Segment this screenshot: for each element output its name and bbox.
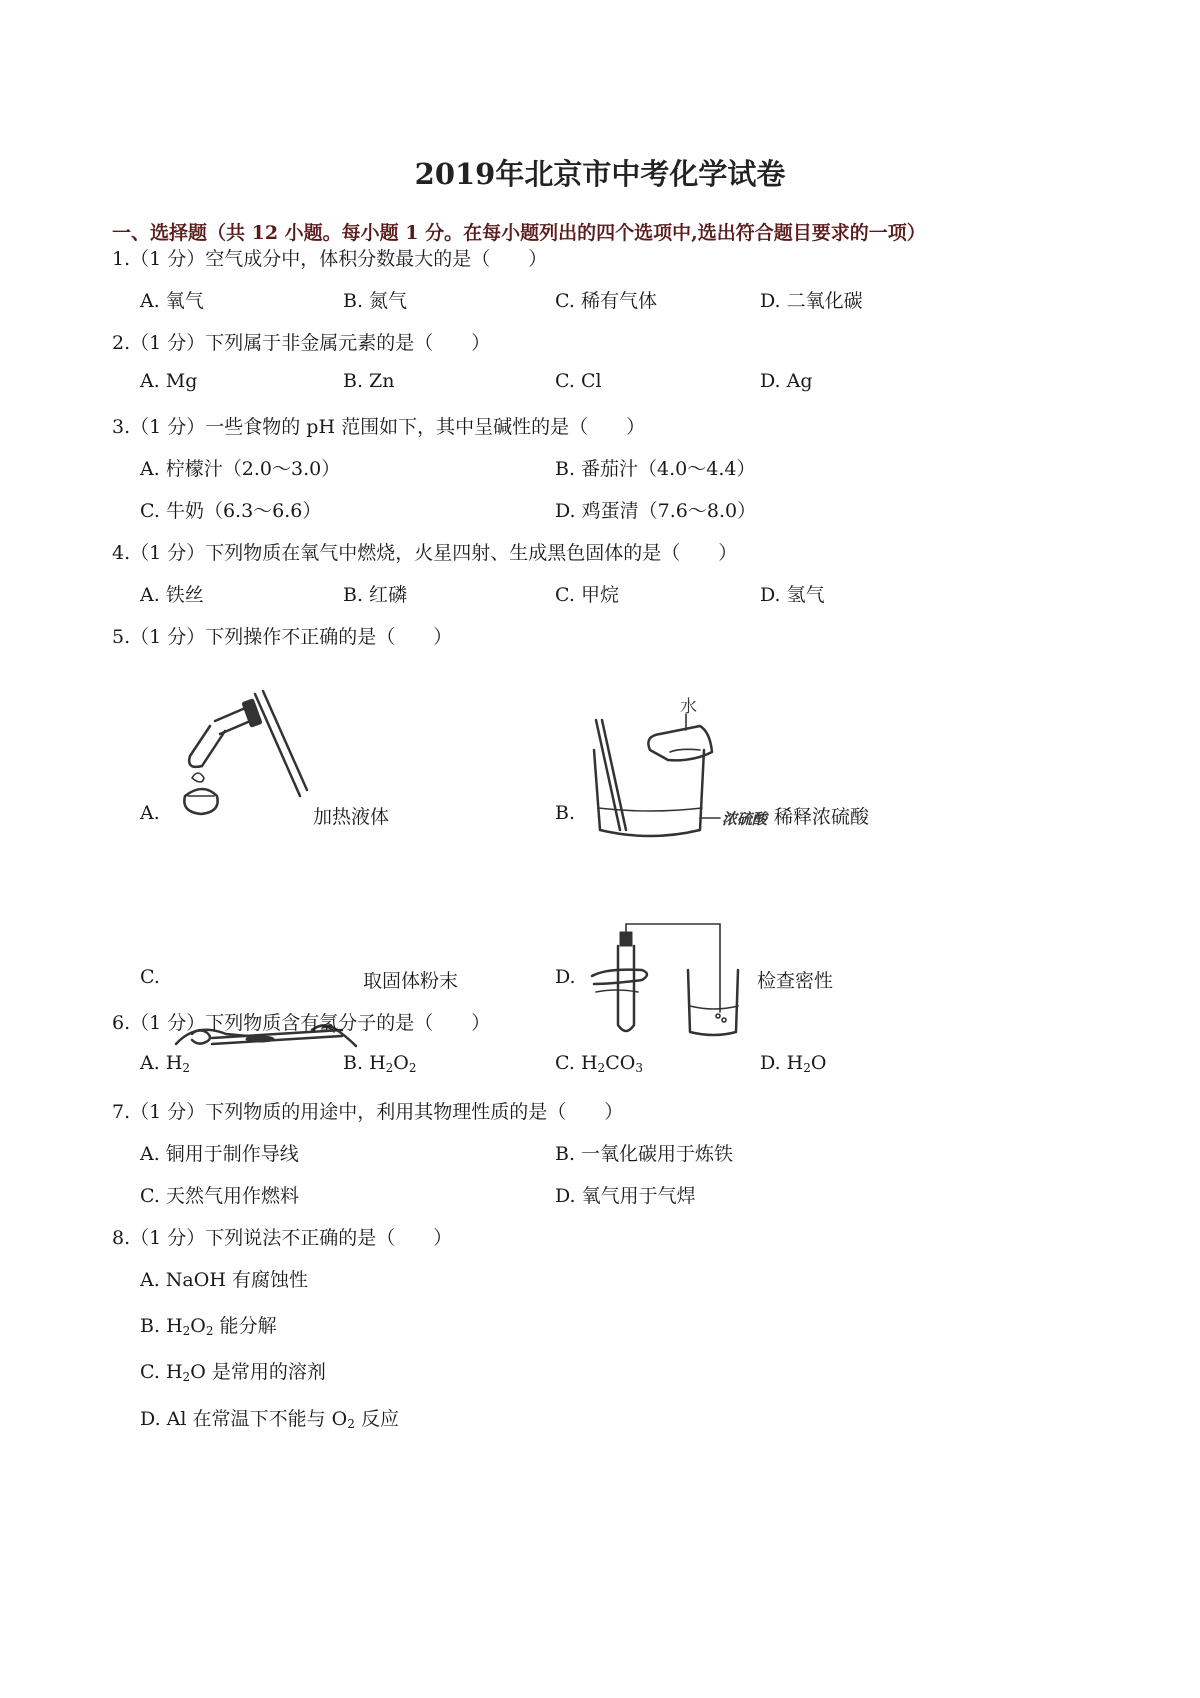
question-2-option-b: B. Zn xyxy=(343,370,395,392)
figure-a-caption: 加热液体 xyxy=(313,806,390,828)
heating-liquid-figure xyxy=(180,686,320,834)
question-1-option-c: C. 稀有气体 xyxy=(555,290,657,312)
question-4-stem: 4.（1 分）下列物质在氧气中燃烧，火星四射、生成黑色固体的是（ ） xyxy=(112,542,738,564)
figure-d-caption: 检查密性 xyxy=(757,970,834,992)
figure-b-caption: 稀释浓硫酸 xyxy=(774,806,870,828)
question-8-option-c: C. $H_2O$ 是常用的溶剂 xyxy=(140,1361,326,1384)
page-title: 2019年北京市中考化学试卷 xyxy=(414,157,786,191)
question-2-option-d: D. Ag xyxy=(760,370,813,392)
question-8-option-a: A. NaOH 有腐蚀性 xyxy=(140,1269,308,1291)
question-3-option-c: C. 牛奶（6.3～6.6） xyxy=(140,500,322,522)
figure-c-letter: C. xyxy=(140,966,160,988)
section-heading: 一、选择题（共 12 小题。每小题 1 分。在每小题列出的四个选项中,选出符合题目要求的一项） xyxy=(112,222,926,244)
question-2-stem: 2.（1 分）下列属于非金属元素的是（ ） xyxy=(112,332,491,354)
question-6-option-b: B. $H_2O_2$ xyxy=(343,1052,417,1075)
figure-c-caption: 取固体粉末 xyxy=(363,970,459,992)
question-7-stem: 7.（1 分）下列物质的用途中，利用其物理性质的是（ ） xyxy=(112,1101,624,1123)
question-7-option-a: A. 铜用于制作导线 xyxy=(140,1143,299,1165)
airtightness-check-figure xyxy=(590,920,740,1045)
question-7-option-d: D. 氧气用于气焊 xyxy=(555,1185,696,1207)
question-2-option-a: A. Mg xyxy=(140,370,198,392)
question-1-option-b: B. 氮气 xyxy=(343,290,408,312)
question-6-option-c: C. $H_2CO_3$ xyxy=(555,1052,643,1075)
question-6-stem: 6.（1 分）下列物质含有氢分子的是（ ） xyxy=(112,1012,491,1034)
question-4-option-c: C. 甲烷 xyxy=(555,584,619,606)
water-label: 水 xyxy=(680,697,697,717)
question-3-option-b: B. 番茄汁（4.0～4.4） xyxy=(555,458,756,480)
dilute-sulfuric-acid-figure xyxy=(590,690,790,840)
question-4-option-b: B. 红磷 xyxy=(343,584,408,606)
question-5-stem: 5.（1 分）下列操作不正确的是（ ） xyxy=(112,626,453,648)
question-6-option-d: D. $H_2O$ xyxy=(760,1052,827,1075)
sulfuric-acid-label: 浓硫酸 xyxy=(722,810,768,828)
question-2-option-c: C. Cl xyxy=(555,370,602,392)
question-8-stem: 8.（1 分）下列说法不正确的是（ ） xyxy=(112,1227,453,1249)
question-7-option-c: C. 天然气用作燃料 xyxy=(140,1185,299,1207)
question-8-option-b: B. $H_2O_2$ 能分解 xyxy=(140,1315,277,1338)
question-1-stem: 1.（1 分）空气成分中，体积分数最大的是（ ） xyxy=(112,248,548,270)
figure-d-letter: D. xyxy=(555,966,576,988)
figure-a-letter: A. xyxy=(140,802,160,824)
question-3-option-d: D. 鸡蛋清（7.6～8.0） xyxy=(555,500,757,522)
question-3-option-a: A. 柠檬汁（2.0～3.0） xyxy=(140,458,341,480)
question-6-option-a: A. $H_2$ xyxy=(140,1052,191,1075)
question-4-option-a: A. 铁丝 xyxy=(140,584,204,606)
question-1-option-d: D. 二氧化碳 xyxy=(760,290,863,312)
question-7-option-b: B. 一氧化碳用于炼铁 xyxy=(555,1143,734,1165)
question-1-option-a: A. 氧气 xyxy=(140,290,204,312)
question-4-option-d: D. 氢气 xyxy=(760,584,825,606)
question-3-stem: 3.（1 分）一些食物的 pH 范围如下，其中呈碱性的是（ ） xyxy=(112,416,646,438)
question-8-option-d: D. Al 在常温下不能与 $O_2$ 反应 xyxy=(140,1408,399,1431)
figure-b-letter: B. xyxy=(555,802,576,824)
